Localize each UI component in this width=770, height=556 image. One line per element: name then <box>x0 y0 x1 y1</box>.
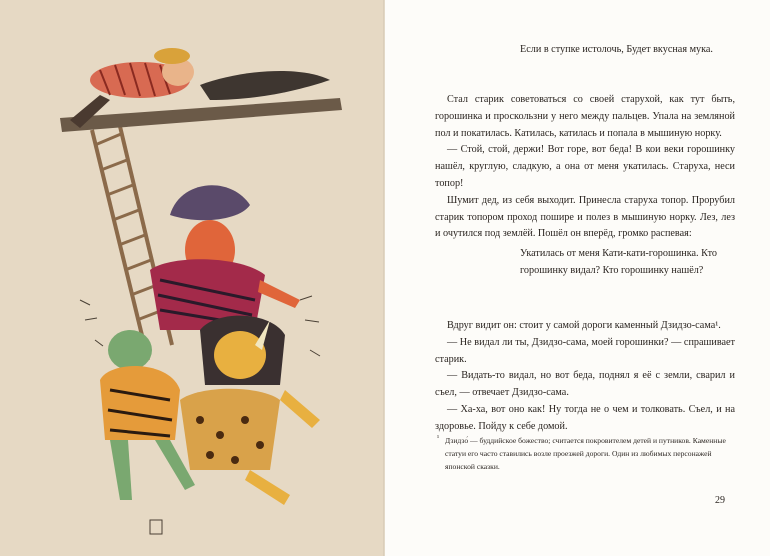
poem-line: Будет вкусная мука. <box>626 44 713 55</box>
paragraph: — Видать-то видал, но вот беда, поднял я её с земли, сварил и съел, — отвечает Дзидзо-сама. <box>435 370 735 399</box>
text-page <box>385 0 770 556</box>
page-number: 29 <box>715 495 725 506</box>
poem-1 <box>520 42 740 59</box>
footnote <box>437 434 737 474</box>
poem-line: Кати-кати-горошинка. <box>602 248 699 259</box>
poem-line: Укатилась от меня <box>520 248 600 259</box>
poem-line: Кто горошинку видал? <box>520 248 717 276</box>
paragraph: — Не видал ли ты, Дзидзо-сама, моей горошинки? — спрашивает старик. <box>435 336 735 365</box>
paragraph: Вдруг видит он: стоит у самой дороги каменный Дзидзо-сама¹. <box>447 320 721 331</box>
paragraph: — Ха-ха, вот оно как! Ну тогда не о чем и толковать. Съел, и на здоровье. Пойду к себе домой. <box>435 403 735 432</box>
footnote-text: Дзидзо́ — буддийское божество; считается покровителем детей и путников. Каменные статуи его часто ставились возле проезжей дороги. Один из любимых персонажей японской сказки. <box>445 436 726 472</box>
poem-line: Если в ступке истолочь, <box>520 44 624 55</box>
paragraph: — Стой, стой, держи! Вот горе, вот беда! В кои веки горошинку нашёл, круглую, сладкую, а она от меня укатилась. Старуха, неси топор! <box>435 144 735 189</box>
main-text <box>435 92 735 243</box>
main-text-2 <box>435 318 735 436</box>
poem-line: Кто горошинку нашёл? <box>602 264 704 276</box>
footnote-mark: ¹ <box>437 434 440 442</box>
poem-2 <box>520 246 740 280</box>
paragraph: Шумит дед, из себя выходит. Принесла старуха топор. Прорубил старик топором проход пошире и полез в мышиную норку. Лез, лез и очутился под землёй. Пошёл он вперёд, громко распевая: <box>435 194 735 240</box>
paragraph: Стал старик советоваться со своей старухой, как тут быть, горошинка и проскользни у него между пальцев. Упала на земляной пол и покатилась. Катилась, катилась и попала в мышиную норку. <box>435 94 735 139</box>
